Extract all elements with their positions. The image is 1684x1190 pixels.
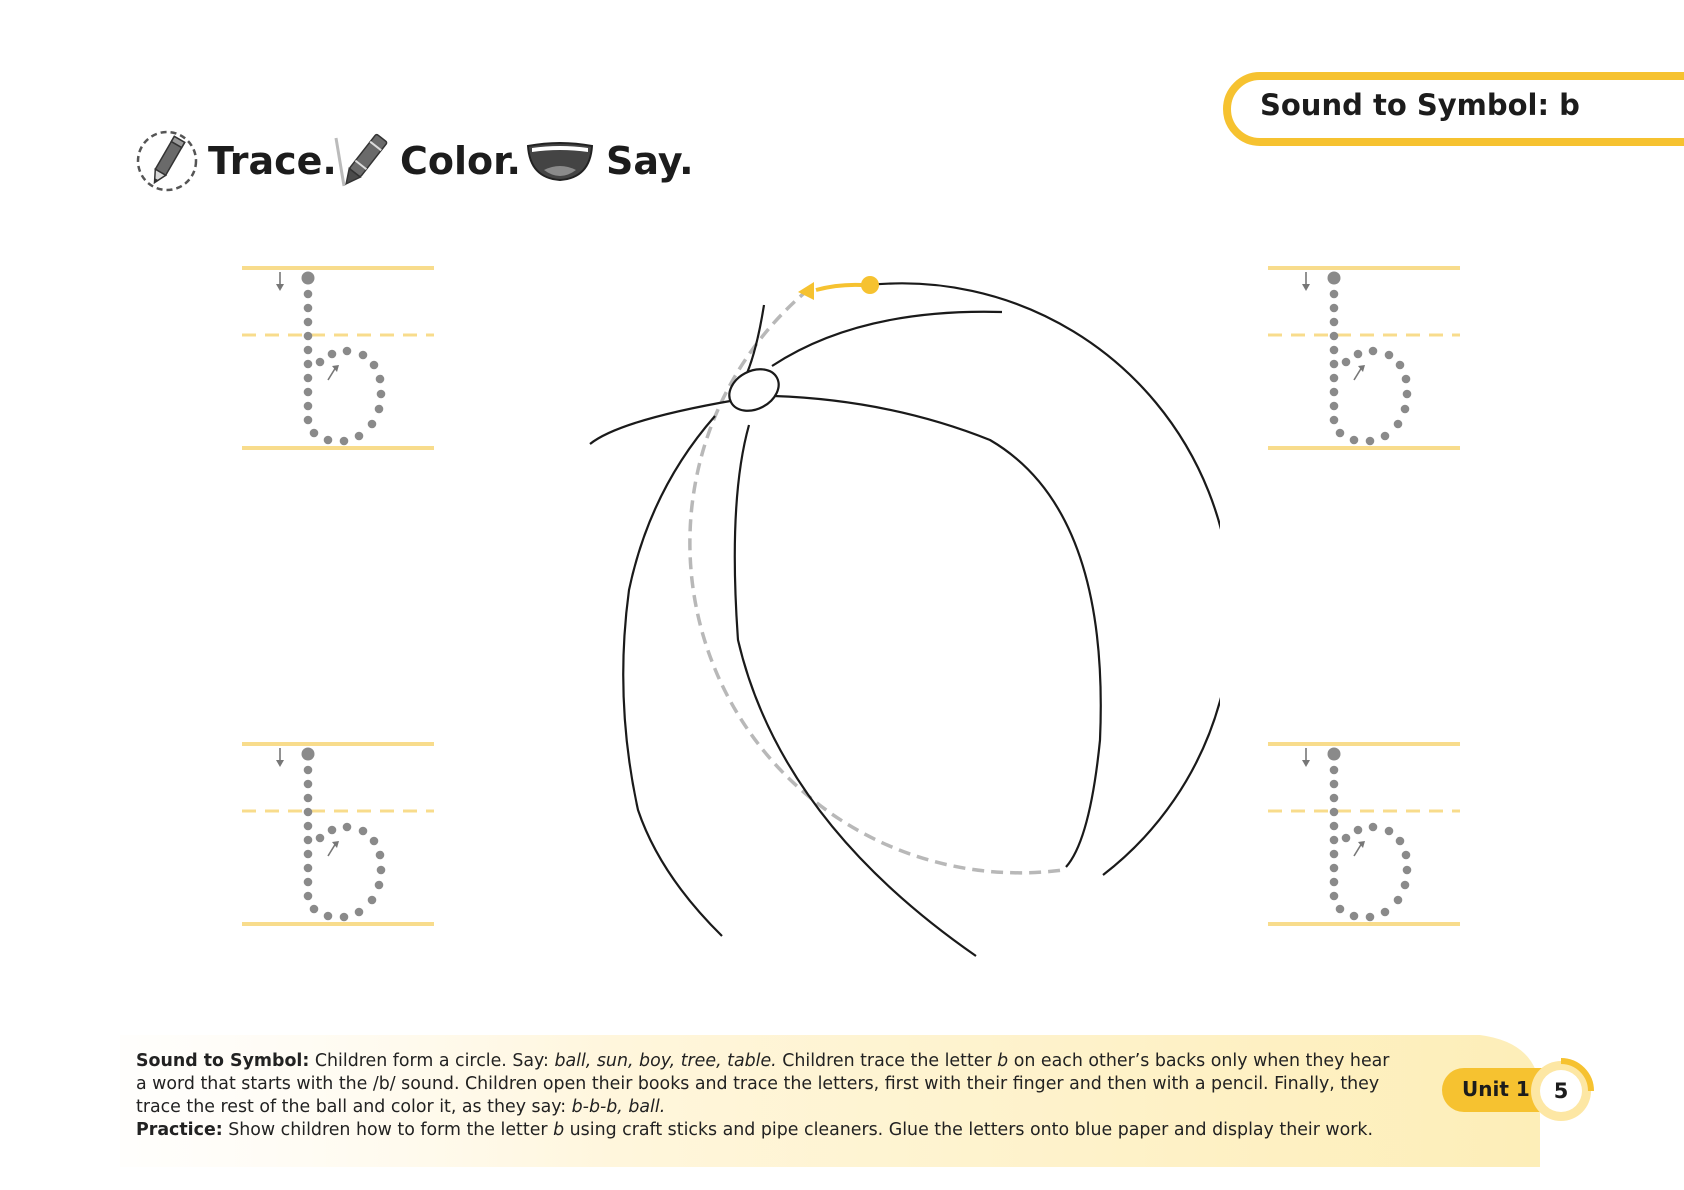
sound-to-symbol-note: Sound to Symbol: Children form a circle. Say: ball, sun, boy, tree, table. Children trace the letter b on each other’s backs only when they hear a word that starts with the /b/ sound. Children open their books and trace the letters, first with their finger and then with a pencil. Finally, they trace the rest of the ball and color it, as they say: b-b-b, ball. [136, 1051, 1390, 1117]
pencil-circle-icon [134, 128, 200, 194]
instruction-color-label: Color. [400, 139, 521, 183]
crayon-icon [330, 128, 394, 194]
letter-b-tracing[interactable] [1268, 738, 1460, 928]
letter-b-tracing[interactable] [1268, 262, 1460, 452]
section-title: Sound to Symbol: b [1260, 88, 1580, 122]
teacher-notes [136, 1050, 1396, 1142]
instruction-color [330, 126, 521, 196]
beach-ball-illustration[interactable] [520, 260, 1220, 960]
instruction-trace [134, 126, 337, 196]
instruction-say [524, 126, 694, 196]
instruction-trace-label: Trace. [208, 139, 337, 183]
page-number: 5 [1553, 1079, 1569, 1103]
unit-label: Unit 1 [1462, 1077, 1530, 1101]
instruction-say-label: Say. [606, 139, 694, 183]
letter-b-tracing[interactable] [242, 738, 434, 928]
letter-b-tracing[interactable] [242, 262, 434, 452]
mouth-icon [524, 136, 596, 186]
practice-note: Practice: Show children how to form the letter b using craft sticks and pipe cleaners. Glue the letters onto blue paper and display their work. [136, 1120, 1374, 1140]
